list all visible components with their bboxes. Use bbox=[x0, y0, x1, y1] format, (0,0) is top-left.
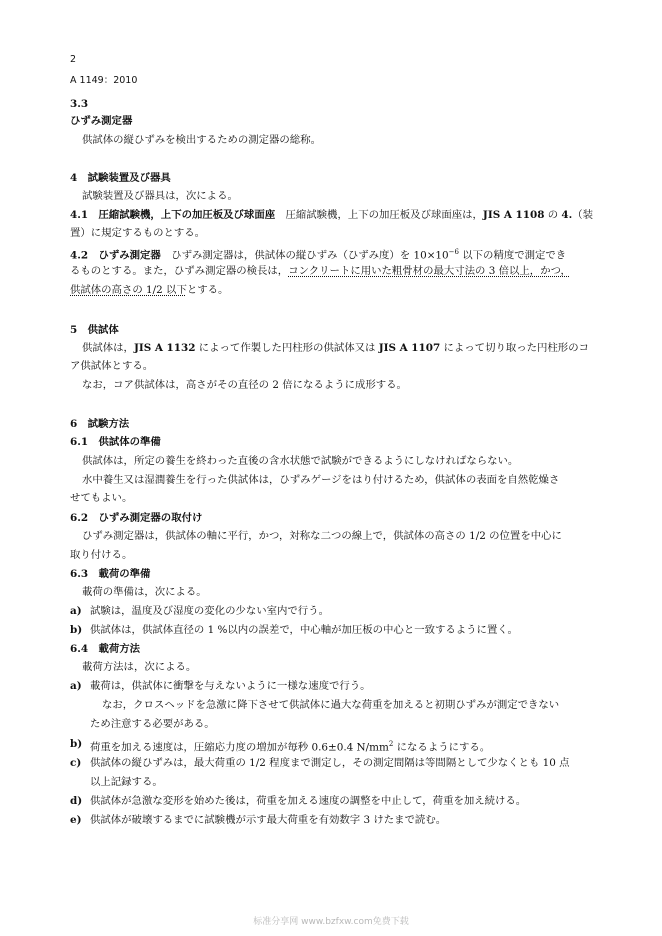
section-5-line3: なお，コア供試体は，高さがその直径の 2 倍になるように成形する。 bbox=[82, 379, 407, 391]
section-5-line1 bbox=[82, 341, 589, 355]
section-4-2-label: 4.2 ひずみ測定器 bbox=[70, 249, 161, 262]
exponent: −6 bbox=[448, 248, 459, 256]
item-b-label: b) bbox=[70, 738, 83, 750]
section-6-1-label: 6.1 供試体の準備 bbox=[70, 436, 161, 448]
item-a-text: 試験は，温度及び湿度の変化の少ない室内で行う。 bbox=[90, 605, 329, 617]
section-6-2-line1: ひずみ測定器は，供試体の軸に平行，かつ，対称な二つの線上で，供試体の高さの 1/2 の位置を中心に bbox=[82, 530, 562, 542]
section-4-2-line2-underlined: コンクリートに用いた粗骨材の最大寸法の 3 倍以上，かつ， bbox=[288, 265, 571, 277]
item-e-text: 供試体が破壊するまでに試験機が示す最大荷重を有効数字 3 けたまで読む。 bbox=[90, 814, 447, 826]
section-4-2-text-b: 以下の精度で測定でき bbox=[458, 249, 567, 262]
section-4-2-line1 bbox=[70, 245, 566, 262]
item-b-text-a: 荷重を加える速度は，圧縮応力度の増加が毎秒 0.6±0.4 N/mm bbox=[90, 741, 389, 754]
section-4-2-line3-b: とする。 bbox=[186, 284, 229, 296]
footer-watermark: 标准分享网 www.bzfxw.com免费下载 bbox=[253, 917, 409, 927]
document-id: A 1149：2010 bbox=[70, 75, 138, 86]
section-6-heading: 6 試験方法 bbox=[70, 418, 130, 430]
item-a-note-line1: なお，クロスヘッドを急激に降下させて供試体に過大な荷重を加えると初期ひずみが測定できない bbox=[102, 699, 560, 711]
item-b-label: b) bbox=[70, 624, 83, 636]
section-4-2-line3 bbox=[70, 283, 228, 297]
exponent: 2 bbox=[388, 740, 394, 748]
section-6-4-intro: 載荷方法は，次による。 bbox=[82, 661, 197, 673]
section-3-3-number: 3.3 bbox=[70, 98, 89, 110]
section-6-4-label: 6.4 載荷方法 bbox=[70, 643, 141, 655]
section-6-1-line2: 水中養生又は湿潤養生を行った供試体は，ひずみゲージをはり付けるため，供試体の表面を自然乾燥さ bbox=[82, 474, 560, 486]
item-d-label: d) bbox=[70, 795, 83, 807]
section-6-1-line3: せてもよい。 bbox=[70, 492, 133, 504]
section-5-heading: 5 供試体 bbox=[70, 324, 119, 336]
item-b-text-b: になるようにする。 bbox=[393, 741, 491, 754]
section-4-1-label: 4.1 圧縮試験機，上下の加圧板及び球面座 bbox=[70, 209, 276, 221]
item-c-line1: 供試体の縦ひずみは，最大荷重の 1/2 程度まで測定し，その測定間隔は等間隔として少なくとも 10 点 bbox=[90, 757, 570, 769]
section-3-3-title: ひずみ測定器 bbox=[70, 115, 133, 127]
section-4-intro: 試験装置及び器具は，次による。 bbox=[82, 190, 238, 202]
section-4-2-line2 bbox=[70, 264, 571, 278]
clause-ref: 4. bbox=[561, 209, 573, 221]
section-4-1-end: （装 bbox=[572, 209, 594, 221]
page-number: 2 bbox=[70, 54, 77, 65]
section-4-1-text: 圧縮試験機，上下の加圧板及び球面座は， bbox=[275, 209, 483, 221]
item-a-note-line2: ため注意する必要がある。 bbox=[90, 718, 215, 730]
item-b-text: 供試体は，供試体直径の 1 %以内の誤差で，中心軸が加圧板の中心と一致するように置く。 bbox=[90, 624, 518, 636]
item-a-text: 載荷は，供試体に衝撃を与えないように一様な速度で行う。 bbox=[90, 680, 371, 692]
section-5-line2: ア供試体とする。 bbox=[70, 360, 154, 372]
item-a-label: a) bbox=[70, 605, 82, 617]
jis-a-1132-ref: JIS A 1132 bbox=[133, 342, 196, 354]
item-c-line2: 以上記録する。 bbox=[90, 776, 163, 788]
item-e-label: e) bbox=[70, 814, 82, 826]
section-4-1-mid: の bbox=[544, 209, 562, 221]
item-d-text: 供試体が急激な変形を始めた後は，荷重を加える速度の調整を中止して，荷重を加え続ける。 bbox=[90, 795, 527, 807]
section-4-2-line2-a: るものとする。また，ひずみ測定器の検長は， bbox=[70, 265, 289, 277]
section-3-3-body: 供試体の縦ひずみを検出するための測定器の総称。 bbox=[82, 134, 321, 146]
section-5-text-c: によって切り取った円柱形のコ bbox=[440, 342, 589, 354]
section-6-3-label: 6.3 載荷の準備 bbox=[70, 568, 151, 580]
section-4-2-line3-underlined: 供試体の高さの 1/2 以下 bbox=[70, 284, 187, 296]
item-a-label: a) bbox=[70, 680, 82, 692]
section-4-2-text: ひずみ測定器は，供試体の縦ひずみ（ひずみ度）を 10×10 bbox=[160, 249, 449, 262]
jis-a-1107-ref: JIS A 1107 bbox=[378, 342, 441, 354]
jis-a-1108-ref: JIS A 1108 bbox=[482, 209, 545, 221]
section-6-2-label: 6.2 ひずみ測定器の取付け bbox=[70, 512, 203, 524]
section-4-1-line2: 置）に規定するものとする。 bbox=[70, 227, 206, 239]
section-5-text-a: 供試体は， bbox=[82, 342, 134, 354]
section-4-heading: 4 試験装置及び器具 bbox=[70, 172, 171, 184]
section-5-text-b: によって作製した円柱形の供試体又は bbox=[195, 342, 379, 354]
section-6-3-intro: 載荷の準備は，次による。 bbox=[82, 586, 207, 598]
section-6-1-line1: 供試体は，所定の養生を終わった直後の含水状態で試験ができるようにしなければならない。 bbox=[82, 455, 519, 467]
section-6-2-line2: 取り付ける。 bbox=[70, 549, 133, 561]
item-b-text bbox=[90, 737, 490, 754]
section-4-1-line1 bbox=[70, 208, 593, 222]
item-c-label: c) bbox=[70, 757, 82, 769]
